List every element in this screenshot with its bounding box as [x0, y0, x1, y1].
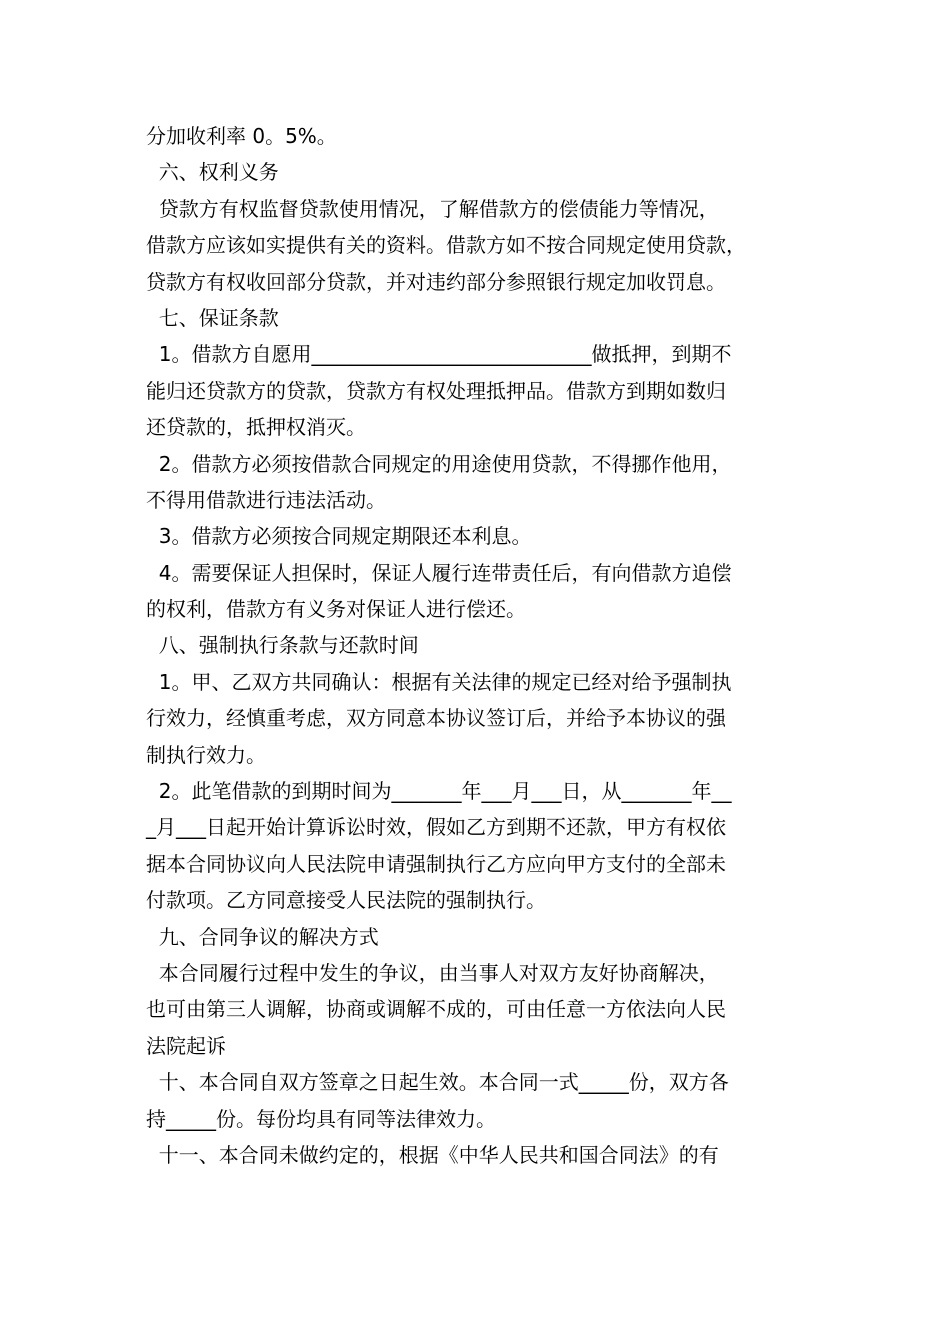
text-line: 法院起诉: [146, 1033, 226, 1058]
section-heading-enforcement: 八、强制执行条款与还款时间: [146, 633, 419, 658]
text-line: 本合同履行过程中发生的争议，由当事人对双方友好协商解决，: [146, 960, 719, 985]
text-line: 还贷款的，抵押权消灭。: [146, 415, 366, 440]
text-line: 1。甲、乙双方共同确认：根据有关法律的规定已经对给予强制执: [146, 669, 732, 694]
text-line: 贷款方有权收回部分贷款，并对违约部分参照银行规定加收罚息。: [146, 269, 726, 294]
text-line: 十、本合同自双方签章之日起生效。本合同一式_____份，双方各: [146, 1070, 729, 1095]
document-body: [146, 118, 814, 1173]
text-line: 2。此笔借款的到期时间为_______年___月___日，从_______年__: [146, 779, 732, 804]
text-line: 制执行效力。: [146, 742, 266, 767]
section-heading-rights: 六、权利义务: [146, 160, 279, 185]
text-line: 4。需要保证人担保时，保证人履行连带责任后，有向借款方追偿: [146, 560, 732, 585]
text-line: 的权利，借款方有义务对保证人进行偿还。: [146, 597, 526, 622]
text-line: 持_____份。每份均具有同等法律效力。: [146, 1106, 496, 1131]
text-line: 能归还贷款方的贷款，贷款方有权处理抵押品。借款方到期如数归: [146, 378, 726, 403]
section-heading-dispute: 九、合同争议的解决方式: [146, 924, 379, 949]
text-line: 付款项。乙方同意接受人民法院的强制执行。: [146, 888, 546, 913]
text-line: _月___日起开始计算诉讼时效，假如乙方到期不还款，甲方有权依: [146, 815, 726, 840]
text-line: 据本合同协议向人民法院申请强制执行乙方应向甲方支付的全部未: [146, 851, 726, 876]
text-line: 不得用借款进行违法活动。: [146, 487, 386, 512]
text-line: 也可由第三人调解，协商或调解不成的，可由任意一方依法向人民: [146, 997, 726, 1022]
text-line: 借款方应该如实提供有关的资料。借款方如不按合同规定使用贷款，: [146, 233, 746, 258]
text-line: 1。借款方自愿用____________________________做抵押，到期不: [146, 342, 732, 367]
text-line: 行效力，经慎重考虑，双方同意本协议签订后，并给予本协议的强: [146, 706, 726, 731]
section-heading-guarantee: 七、保证条款: [146, 305, 279, 330]
text-line: 2。借款方必须按借款合同规定的用途使用贷款，不得挪作他用，: [146, 451, 732, 476]
text-line: 十一、本合同未做约定的，根据《中华人民共和国合同法》的有: [146, 1142, 719, 1167]
text-line: 分加收利率 0。5%。: [146, 124, 337, 148]
text-line: 3。借款方必须按合同规定期限还本利息。: [146, 524, 532, 549]
text-line: 贷款方有权监督贷款使用情况，了解借款方的偿债能力等情况，: [146, 196, 719, 221]
